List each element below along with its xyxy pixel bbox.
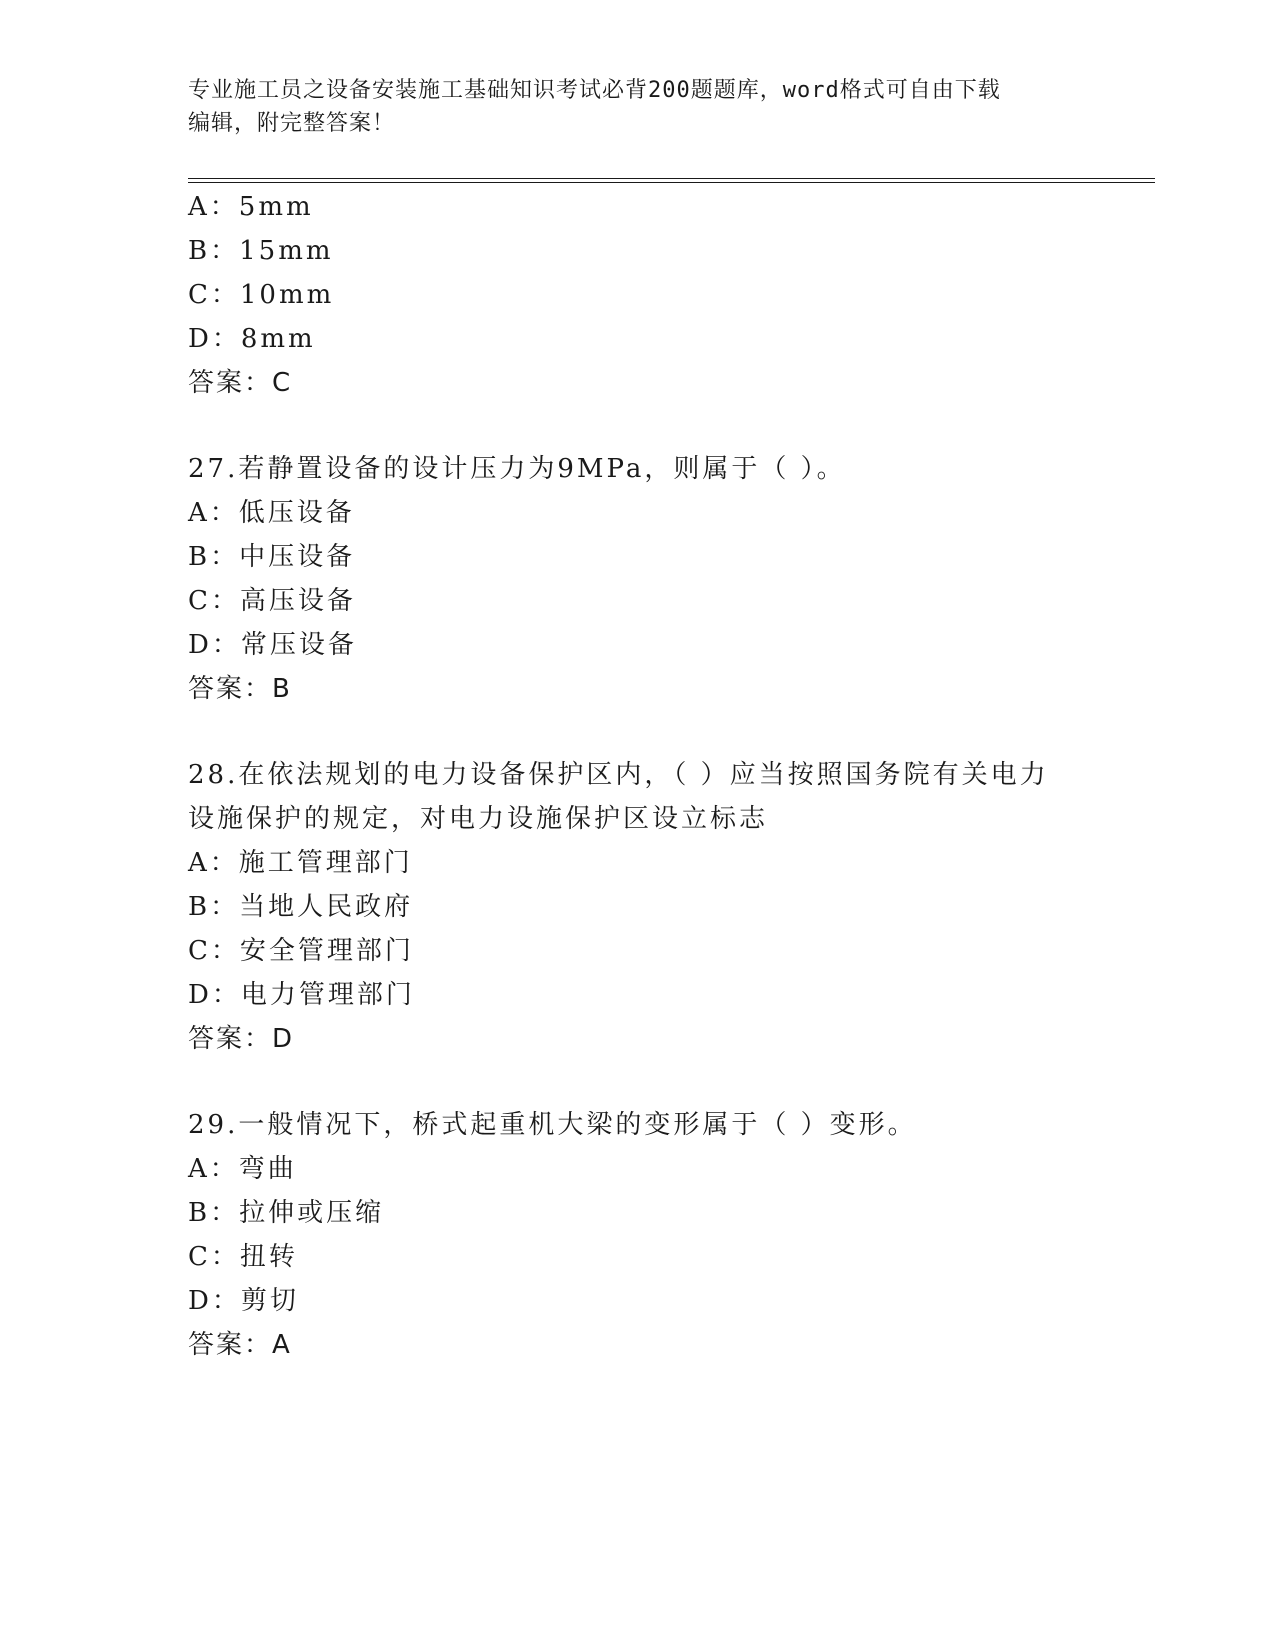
question-29-option-d: D：剪切 [188, 1286, 299, 1316]
question-28-stem-line-1: 28.在依法规划的电力设备保护区内，（ ）应当按照国务院有关电力 [188, 760, 1049, 790]
header-divider-top [188, 178, 1155, 179]
question-27-option-d: D：常压设备 [188, 630, 357, 660]
question-27-option-a: A：低压设备 [188, 498, 355, 528]
prev-option-a: A：5mm [188, 192, 314, 222]
question-28-option-d: D：电力管理部门 [188, 980, 415, 1010]
question-27-stem: 27.若静置设备的设计压力为9MPa，则属于（ ）。 [188, 454, 846, 484]
question-27-option-c: C：高压设备 [188, 586, 356, 616]
prev-option-b: B：15mm [188, 236, 334, 266]
question-28-option-b: B：当地人民政府 [188, 892, 414, 922]
question-29-answer: 答案：A [188, 1330, 292, 1360]
header-divider-bottom [188, 182, 1155, 183]
question-27-answer: 答案：B [188, 674, 292, 704]
question-29-option-b: B：拉伸或压缩 [188, 1198, 385, 1228]
question-27-option-b: B：中压设备 [188, 542, 356, 572]
header-line-2: 编辑，附完整答案！ [188, 111, 396, 136]
document-header [188, 74, 1068, 140]
question-29-option-c: C：扭转 [188, 1242, 298, 1272]
prev-answer: 答案：C [188, 368, 293, 398]
header-line-1: 专业施工员之设备安装施工基础知识考试必背200题题库，word格式可自由下载 [188, 78, 1001, 103]
question-29-stem: 29.一般情况下，桥式起重机大梁的变形属于（ ）变形。 [188, 1110, 917, 1140]
question-28-stem-line-2: 设施保护的规定，对电力设施保护区设立标志 [188, 804, 769, 834]
prev-option-d: D：8mm [188, 324, 316, 354]
question-28-answer: 答案：D [188, 1024, 295, 1054]
question-29-option-a: A：弯曲 [188, 1154, 297, 1184]
prev-option-c: C：10mm [188, 280, 335, 310]
question-28-option-c: C：安全管理部门 [188, 936, 414, 966]
question-28-option-a: A：施工管理部门 [188, 848, 413, 878]
